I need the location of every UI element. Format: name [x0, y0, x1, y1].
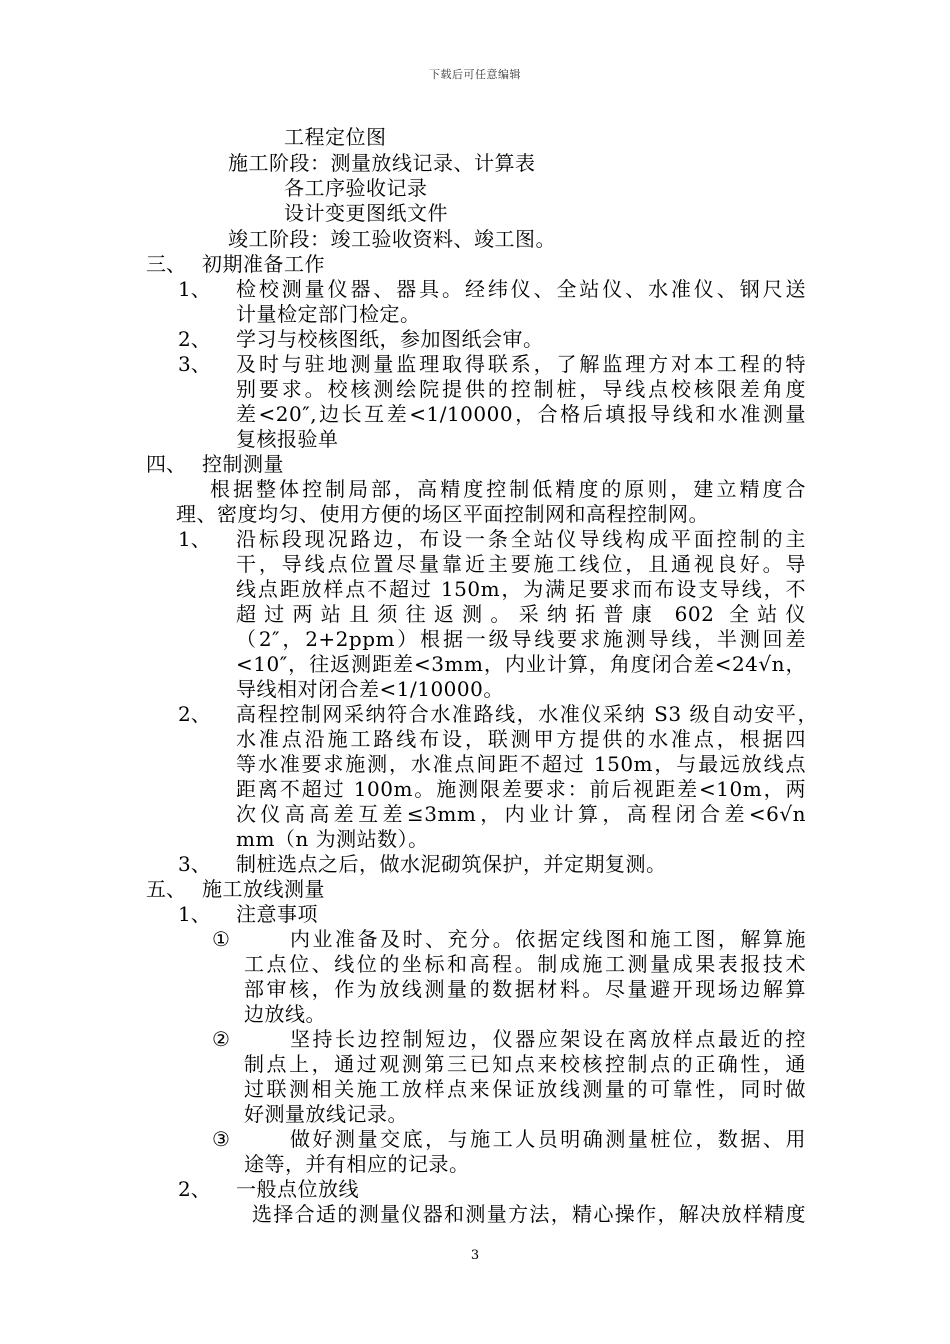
item-number: 1、 [178, 527, 211, 551]
section-heading: 施工放线测量 [202, 877, 325, 901]
text-line: 做好测量交底，与施工人员明确测量桩位，数据、用 [290, 1127, 806, 1151]
text-line: 设计变更图纸文件 [284, 201, 448, 225]
text-line: 复核报验单 [236, 427, 339, 451]
text-line: 制点上，通过观测第三已知点来校核控制点的正确性，通 [244, 1052, 806, 1076]
text-line: 水准点沿施工路线布设，联测甲方提供的水准点，根据四 [236, 727, 806, 751]
text-line: 边放线。 [244, 1002, 326, 1026]
section-number: 四、 [146, 452, 186, 476]
text-line: 超过两站且须往返测。采纳拓普康 602 全站仪 [236, 602, 806, 626]
text-line: （2″，2+2ppm）根据一级导线要求施测导线，半测回差 [236, 627, 806, 651]
text-line: <10″，往返测距差<3mm，内业计算，角度闭合差<24√n， [236, 652, 806, 676]
text-line: mm（n 为测站数）。 [236, 827, 429, 851]
text-line: 理、密度均匀、使用方便的场区平面控制网和高程控制网。 [176, 502, 709, 526]
text-line: 检校测量仪器、器具。经纬仪、全站仪、水准仪、钢尺送 [236, 277, 806, 301]
text-line: 工点位、线位的坐标和高程。制成施工测量成果表报技术 [244, 952, 806, 976]
circled-number: ③ [212, 1127, 230, 1151]
item-number: 3、 [178, 352, 211, 376]
circled-number: ① [212, 927, 230, 951]
text-line: 及时与驻地测量监理取得联系，了解监理方对本工程的特 [236, 352, 806, 376]
section-number: 三、 [146, 252, 186, 276]
text-line: 途等，并有相应的记录。 [244, 1152, 470, 1176]
text-line: 计量检定部门检定。 [236, 302, 421, 326]
text-line: 竣工阶段：竣工验收资料、竣工图。 [228, 227, 556, 251]
section-heading: 控制测量 [202, 452, 284, 476]
text-line: 注意事项 [236, 902, 318, 926]
section-heading: 初期准备工作 [202, 252, 325, 276]
text-line: 线点距放样点不超过 150m，为满足要求而布设支导线，不 [236, 577, 806, 601]
text-line: 各工序验收记录 [284, 176, 428, 200]
text-line: 干，导线点位置尽量靠近主要施工线位，且通视良好。导 [236, 552, 806, 576]
section-number: 五、 [146, 877, 186, 901]
text-line: 差<20″,边长互差<1/10000，合格后填报导线和水准测量 [236, 402, 806, 426]
text-line: 制桩选点之后，做水泥砌筑保护，并定期复测。 [236, 852, 667, 876]
page-number: 3 [470, 1248, 480, 1263]
text-line: 别要求。校核测绘院提供的控制桩，导线点校核限差角度 [236, 377, 806, 401]
circled-number: ② [212, 1027, 230, 1051]
text-line: 高程控制网采纳符合水准路线，水准仪采纳 S3 级自动安平， [236, 702, 818, 726]
text-line: 次仪高高差互差≤3mm，内业计算，高程闭合差<6√n [236, 802, 806, 826]
item-number: 1、 [178, 902, 211, 926]
text-line: 施工阶段：测量放线记录、计算表 [228, 151, 536, 175]
text-line: 过联测相关施工放样点来保证放线测量的可靠性，同时做 [244, 1077, 806, 1101]
text-line: 好测量放线记录。 [244, 1102, 408, 1126]
item-number: 1、 [178, 277, 211, 301]
text-line: 导线相对闭合差<1/10000。 [236, 677, 504, 701]
item-number: 2、 [178, 327, 211, 351]
text-line: 根据整体控制局部，高精度控制低精度的原则，建立精度合 [210, 477, 806, 501]
text-line: 内业准备及时、充分。依据定线图和施工图，解算施 [290, 927, 806, 951]
text-line: 学习与校核图纸，参加图纸会审。 [236, 327, 544, 351]
text-line: 沿标段现况路边，布设一条全站仪导线构成平面控制的主 [236, 527, 806, 551]
item-number: 2、 [178, 702, 211, 726]
page-header: 下载后可任意编辑 [429, 68, 521, 81]
item-number: 3、 [178, 852, 211, 876]
text-line: 等水准要求施测，水准点间距不超过 150m，与最远放线点 [236, 752, 806, 776]
text-line: 坚持长边控制短边，仪器应架设在离放样点最近的控 [290, 1027, 806, 1051]
text-line: 部审核，作为放线测量的数据材料。尽量避开现场边解算 [244, 977, 806, 1001]
item-number: 2、 [178, 1177, 211, 1201]
text-line: 工程定位图 [284, 125, 387, 149]
text-line: 距离不超过 100m。施测限差要求：前后视距差<10m，两 [236, 777, 806, 801]
text-line: 选择合适的测量仪器和测量方法，精心操作，解决放样精度 [252, 1202, 806, 1226]
text-line: 一般点位放线 [236, 1177, 359, 1201]
